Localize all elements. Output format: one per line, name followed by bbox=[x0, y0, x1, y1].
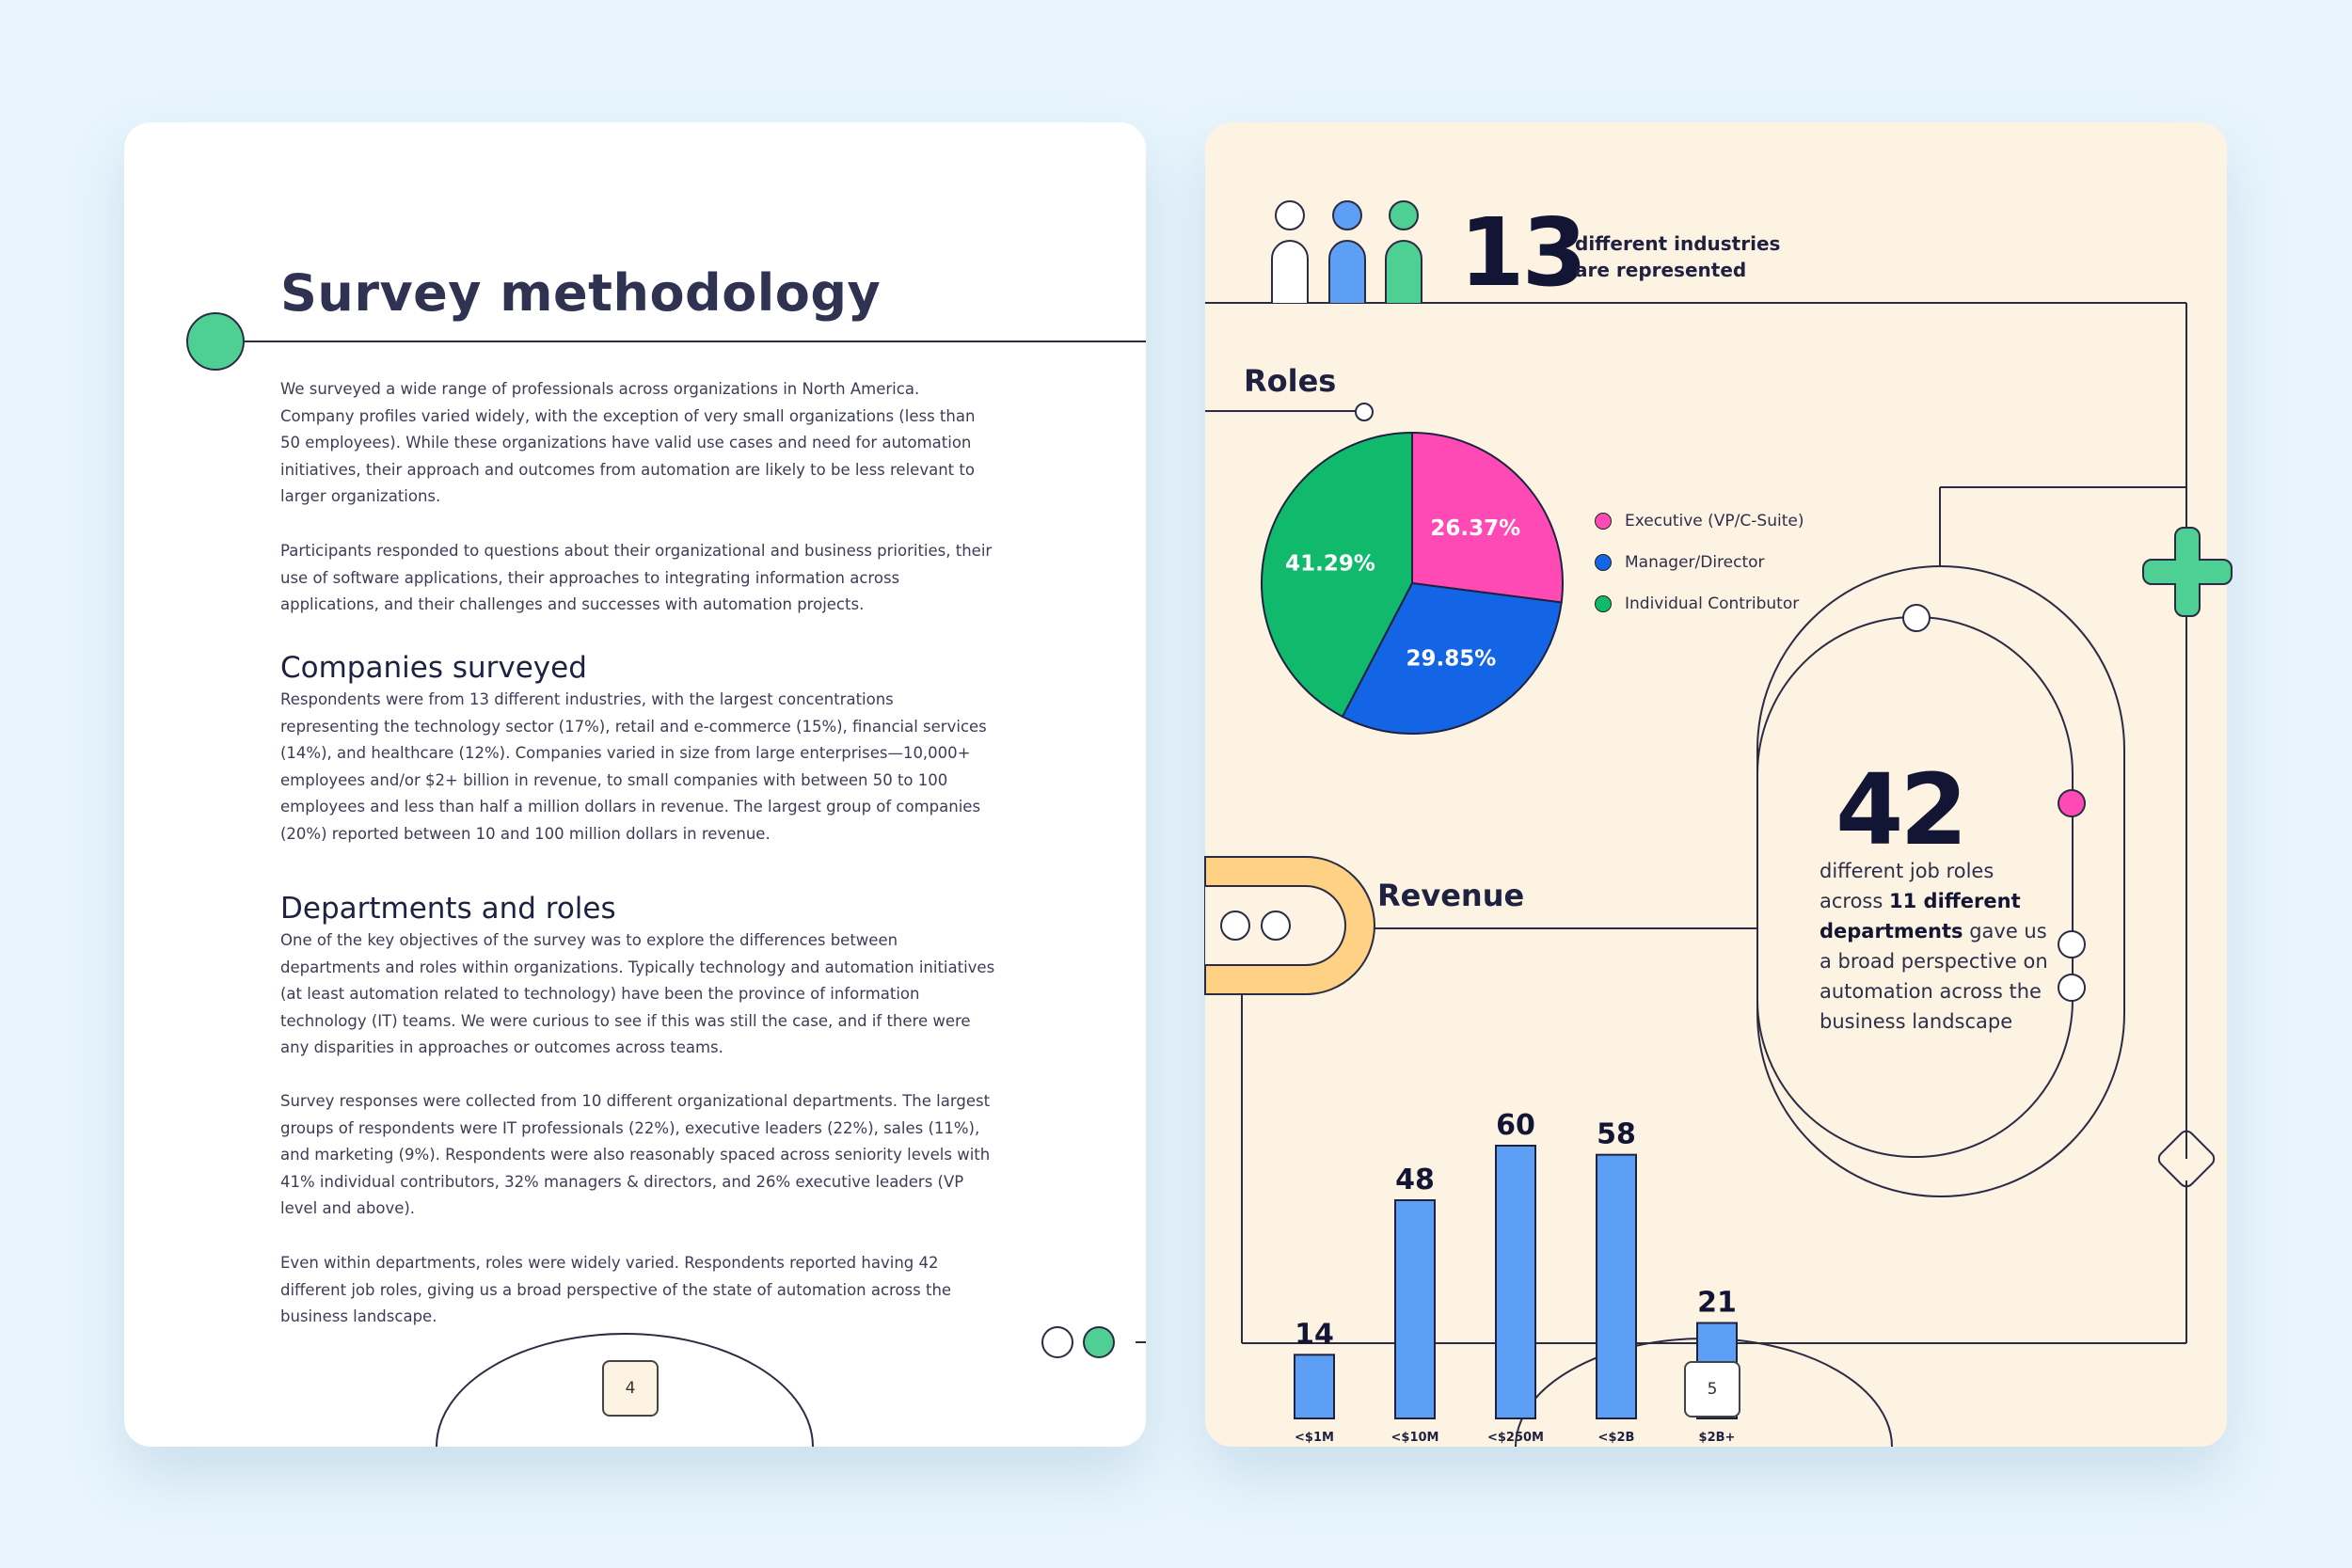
intro-paragraph-2: Participants responded to questions about their organizational and business priorities, their use of software applications, their approaches to integrating information across applications, and their challenges and successes with automation projects. bbox=[280, 542, 993, 614]
white-dot-marker bbox=[1042, 1327, 1073, 1357]
pie-label-0: 26.37% bbox=[1430, 515, 1521, 541]
right-page bbox=[1205, 122, 2227, 1447]
legend-item-executive bbox=[1595, 500, 1804, 542]
departments-paragraph-3: Even within departments, roles were widely varied. Respondents reported having 42 different job roles, giving us a broad perspective of the state of automation across the business landscape. bbox=[280, 1254, 952, 1326]
plus-icon bbox=[2143, 528, 2232, 616]
legend-label: Executive (VP/C-Suite) bbox=[1625, 512, 1804, 531]
revenue-bar bbox=[1295, 1354, 1334, 1418]
revenue-bar bbox=[1496, 1146, 1535, 1418]
job-roles-number: 42 bbox=[1836, 752, 1964, 867]
job-roles-text bbox=[1820, 856, 2055, 1037]
legend-item-individual bbox=[1595, 583, 1804, 625]
revenue-bar-label: <$250M bbox=[1486, 1431, 1545, 1445]
revenue-bar-label: <$1M bbox=[1295, 1431, 1334, 1445]
revenue-bar-chart bbox=[1280, 1063, 1737, 1458]
revenue-bar-value: 21 bbox=[1697, 1286, 1737, 1320]
legend-label: Individual Contributor bbox=[1625, 594, 1800, 613]
legend-dot-icon bbox=[1595, 595, 1612, 612]
intro-paragraph-1: We surveyed a wide range of professionals across organizations in North America. Company profiles varied widely, with the exception of very small organizations (less than 50 employees). While these organizations have valid use cases and need for automation initiatives, their approach and outcomes from automation are likely to be less relevant to larger organizations. bbox=[280, 380, 976, 506]
job-roles-text-suffix: gave us a broad perspective on automation across the business landscape bbox=[1820, 920, 2048, 1033]
page-number: 5 bbox=[1684, 1361, 1740, 1418]
job-roles-text-bold: 11 different departments bbox=[1820, 890, 2021, 942]
companies-paragraph: Respondents were from 13 different industries, with the largest concentrations representing the technology sector (17%), retail and e-commerce (15%), financial services (14%), and healthcare (12%). Companies varied in size from large enterprises—10,000+ employees and/or $2+ billion in revenue, to small companies with between 50 to 100 employees and less than half a million dollars in revenue. The largest group of companies (20%) reported between 10 and 100 million dollars in revenue. bbox=[280, 690, 987, 843]
revenue-bar bbox=[1597, 1155, 1636, 1418]
legend-item-manager bbox=[1595, 542, 1804, 583]
job-roles-text-prefix: different job roles across bbox=[1820, 860, 1994, 912]
green-dot-marker bbox=[1084, 1327, 1114, 1357]
industries-label: different industries are represented bbox=[1575, 232, 1781, 281]
departments-heading: Departments and roles bbox=[280, 892, 616, 926]
revenue-bar-value: 60 bbox=[1496, 1109, 1535, 1142]
people-icon bbox=[1272, 201, 1422, 303]
legend-label: Manager/Director bbox=[1625, 553, 1765, 572]
revenue-bar-label: $2B+ bbox=[1698, 1431, 1736, 1445]
industries-number: 13 bbox=[1459, 198, 1585, 308]
pie-label-2: 41.29% bbox=[1285, 551, 1375, 577]
revenue-bar-label: <$10M bbox=[1391, 1431, 1439, 1445]
green-circle-marker bbox=[187, 313, 244, 370]
pie-label-1: 29.85% bbox=[1406, 646, 1497, 672]
companies-heading: Companies surveyed bbox=[280, 651, 587, 685]
roles-legend bbox=[1595, 500, 1804, 625]
revenue-bar-label: <$2B bbox=[1597, 1431, 1635, 1445]
page-title: Survey methodology bbox=[280, 263, 882, 323]
left-page bbox=[124, 122, 1146, 1447]
legend-dot-icon bbox=[1595, 513, 1612, 530]
revenue-bar bbox=[1395, 1200, 1435, 1418]
revenue-bar-value: 48 bbox=[1395, 1164, 1435, 1196]
page-number: 4 bbox=[602, 1360, 659, 1417]
legend-dot-icon bbox=[1595, 554, 1612, 571]
departments-paragraph-1: One of the key objectives of the survey was to explore the differences between departments and roles within organizations. Typically technology and automation initiatives (at least automation related to technology) have been the province of information technology (IT) teams. We were curious to see if this was still the case, and if there were any disparities in approaches or outcomes across teams. bbox=[280, 931, 995, 1057]
revenue-bar-value: 14 bbox=[1295, 1318, 1334, 1352]
departments-paragraph-2: Survey responses were collected from 10 different organizational departments. The largest groups of respondents were IT professionals (22%), executive leaders (22%), sales (11%), and marketing (9%). Respondents were also reasonably spaced across seniority levels with 41% individual contributors, 32% managers & directors, and 26% executive leaders (VP level and above). bbox=[280, 1092, 991, 1218]
roles-title: Roles bbox=[1244, 363, 1337, 399]
revenue-title: Revenue bbox=[1377, 878, 1525, 913]
revenue-bar-value: 58 bbox=[1597, 1117, 1636, 1151]
roles-pie-chart bbox=[1252, 423, 1572, 743]
